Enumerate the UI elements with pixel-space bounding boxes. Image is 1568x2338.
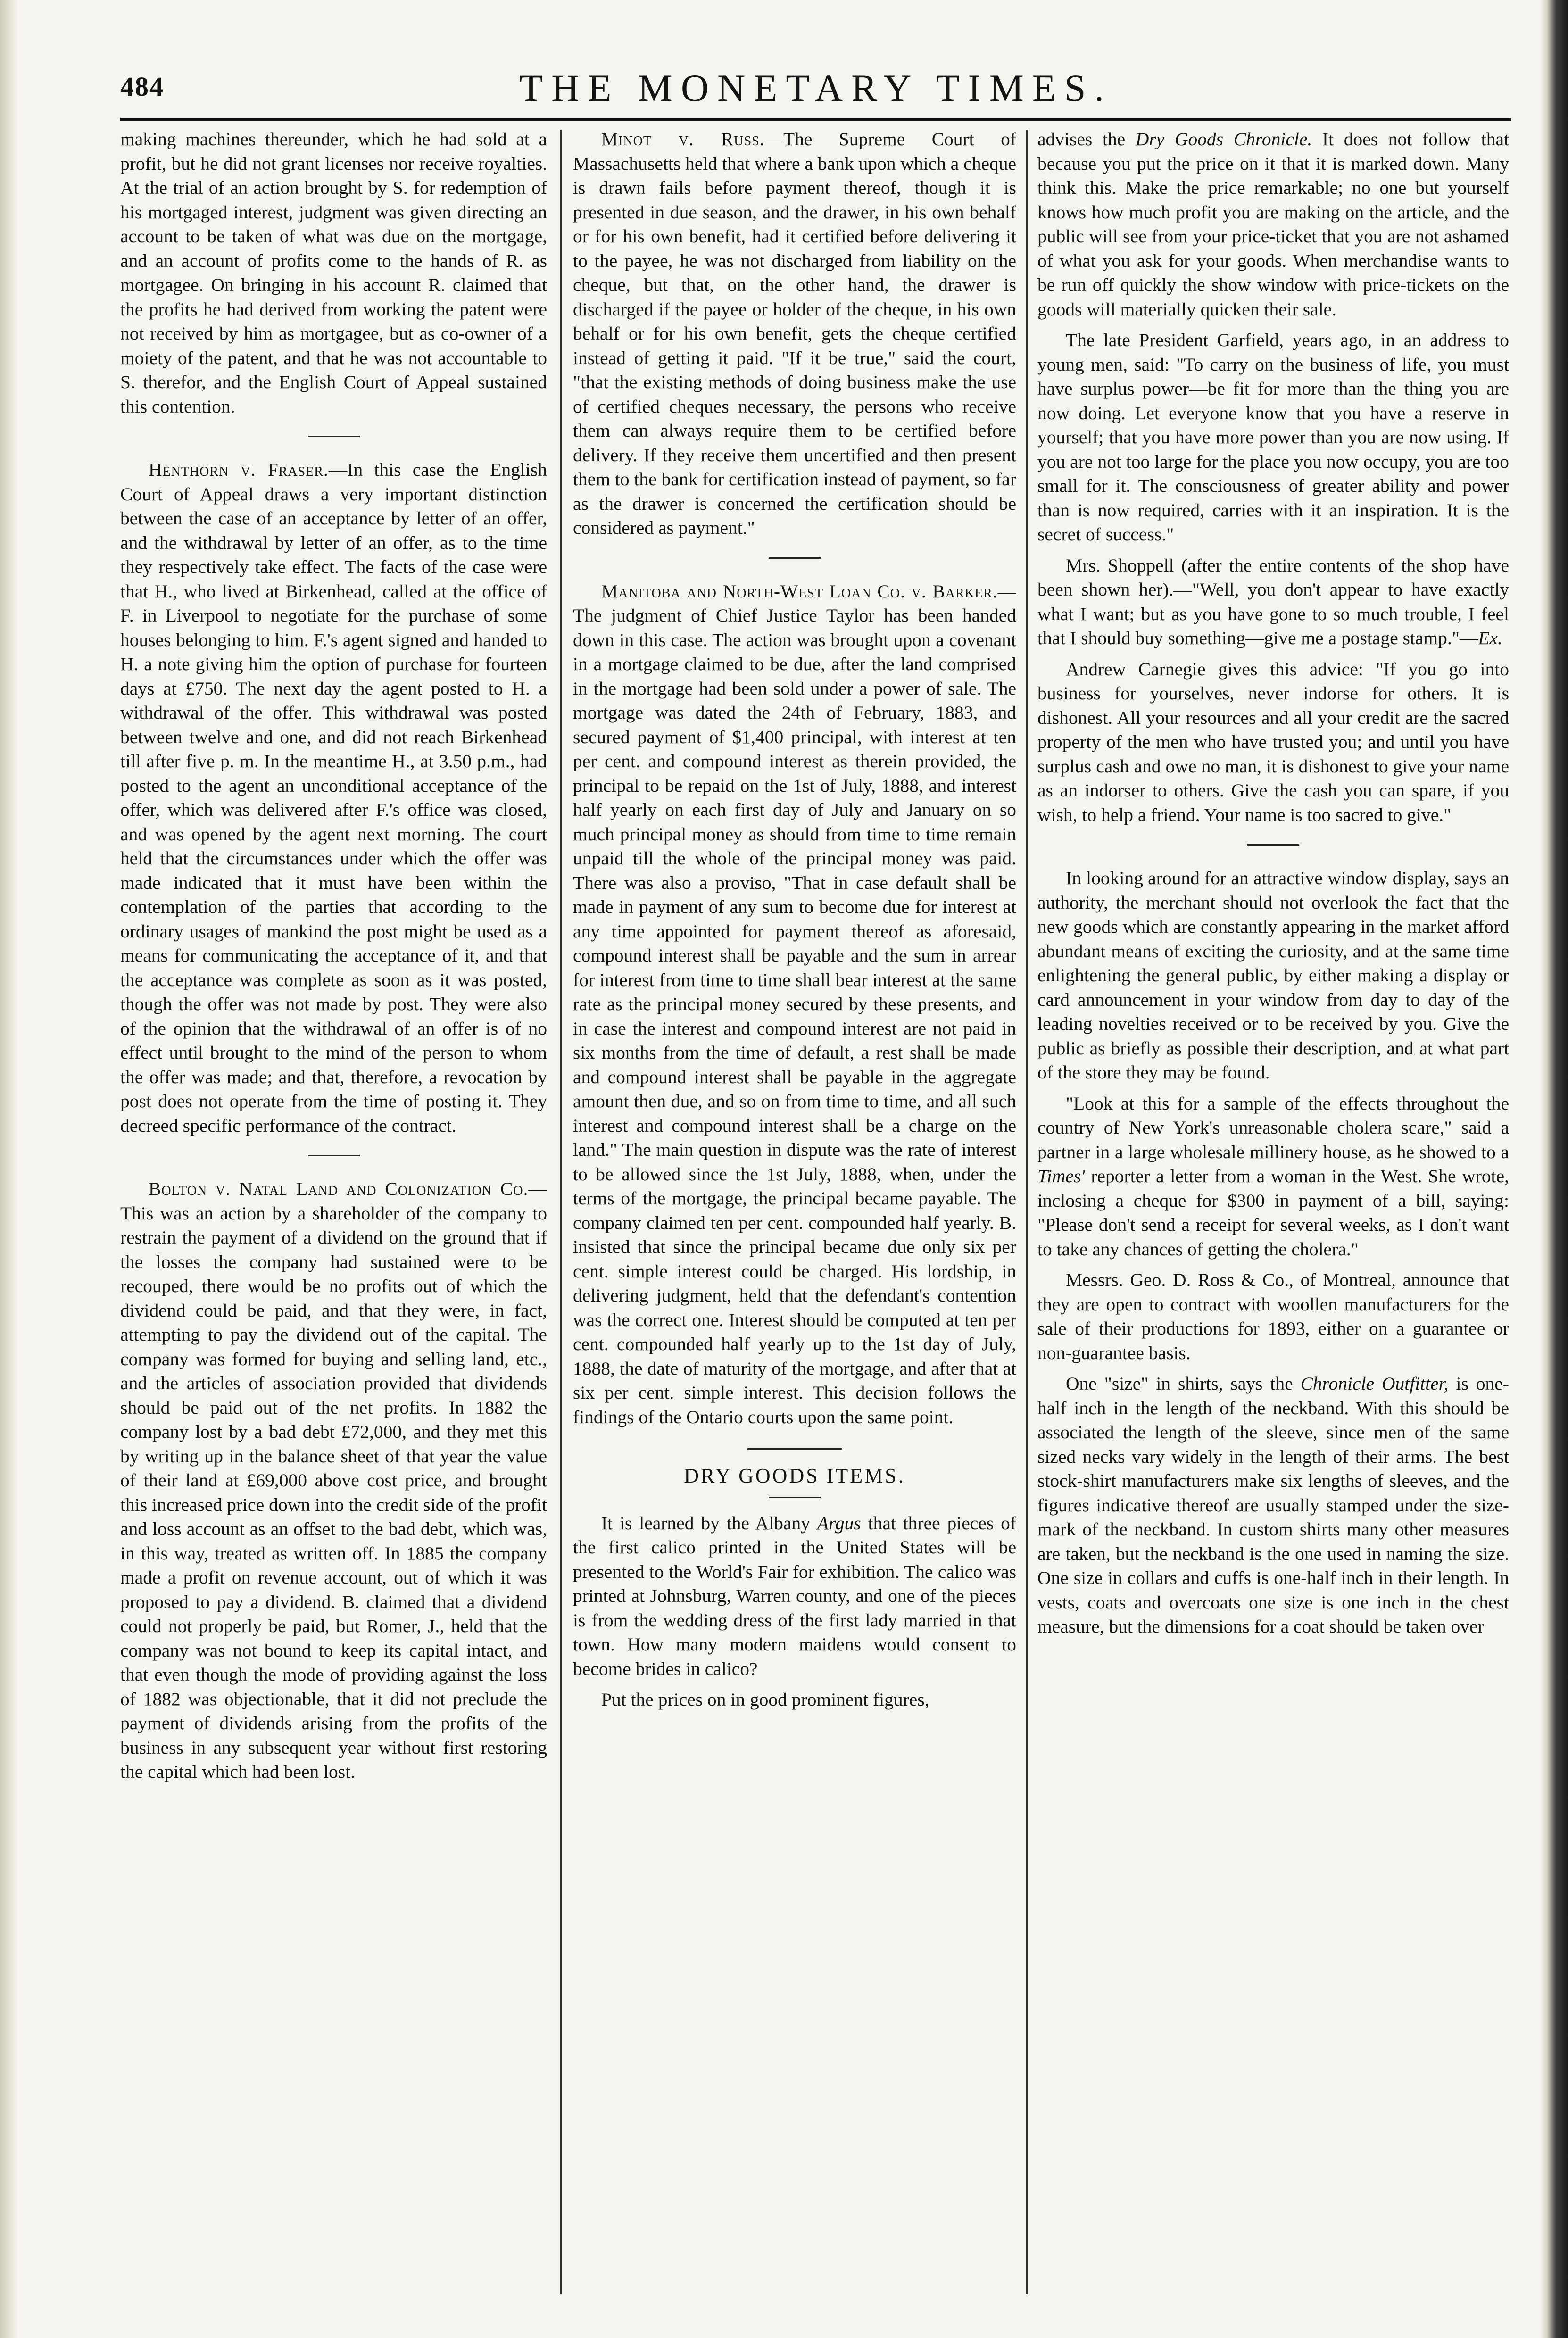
article-paragraph: Put the prices on in good prominent figures, — [601, 1689, 929, 1710]
article-paragraph — [573, 580, 1016, 1430]
case-title: Manitoba and North-West Loan Co. v. Barker. — [601, 580, 998, 602]
masthead-title: THE MONETARY TIMES. — [519, 66, 1112, 109]
case-text: —In this case the English Court of Appeal draws a very important distinction between the case of an acceptance by letter of an offer, and the withdrawal by letter of an offer, as to the time they respectively take effect. The facts of the case were that H., who lived at Birkenhead, called at the office of F. in Liverpool to negotiate for the purchase of some houses belonging to him. F.'s agent signed and handed to H. a note giving him the option of purchase for fourteen days at £750. The next day the agent posted to H. a withdrawal of the offer. This withdrawal was posted between twelve and one, and did not reach Birkenhead till after five p. m. In the meantime H., at 3.50 p.m., had posted to the agent an unconditional acceptance of the offer, which was delivered after F.'s office was closed, and was opened by the agent next morning. The court held that the circumstances under which the offer was made indicated that it must have been within the contemplation of the parties that according to the ordinary usages of mankind the post might be used as a means for communicating the acceptance of it, and that the acceptance was complete as soon as it was posted, though the offer was not made by post. They were also of the opinion that the withdrawal of an offer is of no effect until brought to the mind of the person to whom the offer was made; and that, therefore, a revocation by post does not operate from the time of posting it. They decreed specific performance of the contract. — [120, 459, 547, 1136]
article-paragraph — [1037, 127, 1509, 322]
text-run: Mrs. Shoppell (after the entire contents of the shop have been shown her).—"Well, you don't appear to have exactly what I want; but as you have gone to so much trouble, I feel that I should buy something—give me a postage stamp."— — [1037, 555, 1509, 648]
article-paragraph — [120, 1177, 547, 1784]
section-rule-bottom — [769, 1497, 821, 1498]
article-separator — [308, 1155, 360, 1156]
section-rule-top — [747, 1448, 842, 1450]
text-run: "Look at this for a sample of the effects throughout the country of New York's unreasonable cholera scare," said a partner in a large wholesale millinery house, as he showed to a — [1037, 1093, 1509, 1162]
page-edge-left — [0, 0, 18, 2338]
article-paragraph — [1037, 1092, 1509, 1262]
article-paragraph — [573, 1511, 1016, 1682]
column-2 — [573, 127, 1016, 2297]
publication-name: Chronicle Outfitter, — [1300, 1373, 1449, 1394]
section-title: DRY GOODS ITEMS. — [684, 1464, 905, 1487]
article-paragraph — [120, 458, 547, 1138]
case-title: Bolton v. Natal Land and Colonization Co. — [149, 1178, 529, 1199]
source-credit: Ex. — [1478, 628, 1502, 648]
text-run: It is learned by the Albany — [601, 1512, 817, 1534]
case-title: Minot v. Russ. — [601, 129, 765, 149]
article-paragraph: making machines thereunder, which he had sold at a profit, but he did not grant licenses nor receive royalties. At the trial of an action brought by S. for redemption of his mortgaged interest, judgment was given directing an account to be taken of what was due on the mortgage, and an account of profits come to the hands of R. as mortgagee. On bringing in his account R. claimed that the profits he had derived from working the patent were not received by him as mortgagee, but as co-owner of a moiety of the patent, and that he was not accountable to S. therefor, and the English Court of Appeal sustained this contention. — [120, 129, 547, 417]
case-text: —The Supreme Court of Massachusetts held that where a bank upon which a cheque is drawn fails before payment thereof, though it is presented in due season, and the drawer, in his own behalf or for his own benefit, had it certified before delivering it to the payee, he was not discharged from liability on the cheque, but that, on the other hand, the drawer is discharged if the payee or holder of the cheque, in his own behalf or for his own benefit, gets the cheque certified instead of getting it paid. "If it be true," said the court, "that the existing methods of doing business make the use of certified cheques necessary, the persons who receive them can always require them to be certified before delivery. If they receive them uncertified and then present them to the bank for certification instead of payment, so far as the drawer is concerned the certification should be considered as payment." — [573, 129, 1016, 538]
column-rule — [1026, 130, 1028, 2294]
article-separator — [769, 557, 821, 559]
article-paragraph — [1037, 554, 1509, 651]
article-paragraph: The late President Garfield, years ago, in an address to young men, said: "To carry on the business of life, you must have surplus power—be fit for more than the thing you are now doing. Let everyone know that you have a reserve in yourself; that you have more power than you are now using. If you are not too large for the place you now occupy, you are too small for it. The consciousness of greater ability and power than is now required, carries with it an inspiration. It is the secret of success." — [1037, 330, 1509, 545]
article-separator — [308, 436, 360, 437]
case-text: —This was an action by a shareholder of the company to restrain the payment of a dividend on the ground that if the losses the company had sustained were to be recouped, there would be no profits out of which the dividend could be paid, and that they were, in fact, attempting to pay the dividend out of the capital. The company was formed for buying and selling land, etc., and the articles of association provided that dividends should be paid out of the net profits. In 1882 the company lost by a bad debt £72,000, and they met this by writing up in the balance sheet of that year the value of their land at £69,000 above cost price, and brought this increased price down into the credit side of the profit and loss account as an offset to the bad debt, which was, in this way, treated as written off. In 1885 the company made a profit on revenue account, out of which it was proposed to pay a dividend. B. claimed that a dividend could not properly be paid, but Romer, J., held that the company was not bound to keep its capital intact, and that even though the mode of providing against the loss of 1882 was objectionable, that it did not preclude the payment of dividends arising from the profits of the business in any subsequent year without first restoring the capital which had been lost. — [120, 1178, 547, 1782]
text-run: advises the — [1037, 129, 1136, 149]
column-1 — [120, 127, 547, 2297]
article-paragraph: Messrs. Geo. D. Ross & Co., of Montreal, announce that they are open to contract with woollen manufacturers for the sale of their productions for 1893, either on a guarantee or non-guarantee basis. — [1037, 1269, 1509, 1363]
page-number: 484 — [120, 71, 164, 102]
text-run: It does not follow that because you put the price on it that it is marked down. Many think this. Make the price remarkable; no one but yourself knows how much profit you are making on the article, and the public will see from your price-ticket that you are not ashamed of what you ask for your goods. When merchandise wants to be run off quickly the show window with price-tickets on the goods will materially quicken their sale. — [1037, 129, 1509, 320]
text-run: that three pieces of the first calico printed in the United States will be presented to the World's Fair for exhibition. The calico was printed at Johnsburg, Warren county, and one of the pieces is from the wedding dress of the first lady married in that town. How many modern maidens would consent to become brides in calico? — [573, 1512, 1016, 1679]
page-header — [120, 66, 1511, 116]
publication-name: Argus — [817, 1512, 861, 1534]
article-paragraph: Andrew Carnegie gives this advice: "If you go into business for yourselves, never indorse for others. It is dishonest. All your resources and all your credit are the sacred property of the men who have trusted you; and until you have surplus cash and owe no man, it is dishonest to give your name as an indorser to others. Give the cash you can spare, if you wish, to help a friend. Your name is too sacred to give." — [1037, 658, 1509, 825]
article-separator — [1247, 844, 1299, 846]
text-run: One "size" in shirts, says the — [1066, 1373, 1301, 1394]
column-rule — [560, 130, 562, 2294]
publication-name: Dry Goods Chronicle. — [1135, 129, 1312, 149]
header-rule — [120, 118, 1511, 121]
text-run: reporter a letter from a woman in the West. She wrote, inclosing a cheque for $300 in payment of a bill, saying: "Please don't send a receipt for several weeks, as I don't want to take any chances of getting the cholera." — [1037, 1166, 1509, 1260]
case-text: —The judgment of Chief Justice Taylor has been handed down in this case. The action was brought upon a covenant in a mortgage claimed to be due, after the land comprised in the mortgage had been sold under a power of sale. The mortgage was dated the 24th of February, 1883, and secured payment of $1,400 principal, with interest at ten per cent. and compound interest as therein provided, the principal to be repaid on the 1st of July, 1888, and interest half yearly on each first day of July and January on so much principal money as should from time to time remain unpaid till the whole of the principal money was paid. There was also a proviso, "That in case default shall be made in payment of any sum to become due for interest at any time appointed for payment thereof as aforesaid, compound interest shall be payable and the sum in arrear for interest from time to time shall bear interest at the same rate as the principal money secured by these presents, and in case the interest and compound interest are not paid in six months from the time of default, a rest shall be made and compound interest shall be payable in the aggregate amount then due, and so on from time to time, and all such interest and compound interest shall be a charge on the land." The main question in dispute was the rate of interest to be allowed since the 1st July, 1888, when, under the terms of the mortgage, the principal became payable. The company claimed ten per cent. compounded half yearly. B. insisted that since the principal became due only six per cent. simple interest could be charged. His lordship, in delivering judgment, held that the defendant's contention was the correct one. Interest should be computed at ten per cent. compounded half yearly up to the 1st day of July, 1888, the date of maturity of the mortgage, and after that at six per cent. simple interest. This decision follows the findings of the Ontario courts upon the same point. — [573, 580, 1016, 1427]
article-paragraph: In looking around for an attractive window display, says an authority, the merchant should not overlook the fact that the new goods which are constantly appearing in the market afford abundant means of exciting the curiosity, and at the same time enlightening the general public, by either making a display or card announcement in your window from day to day of the leading novelties received or to be received by you. Give the public as briefly as possible their description, and at what part of the store they may be found. — [1037, 868, 1509, 1083]
case-title: Henthorn v. Fraser. — [149, 459, 329, 480]
text-run: is one-half inch in the length of the neckband. With this should be associated the length of the sleeve, since men of the same sized necks vary widely in the length of their arms. The best stock-shirt manufacturers make six lengths of sleeves, and the figures indicative thereof are usually stamped under the size-mark of the neckband. In custom shirts many other measures are taken, but the neckband is the one used in naming the size. One size in collars and cuffs is one-half inch in their length. In vests, coats and overcoats one size is one inch in the chest measure, but the dimensions for a coat should be taken over — [1037, 1373, 1509, 1637]
article-paragraph — [1037, 1372, 1509, 1639]
page-edge-right — [1540, 0, 1568, 2338]
column-3 — [1037, 127, 1509, 2297]
publication-name: Times' — [1037, 1166, 1085, 1186]
article-paragraph — [573, 127, 1016, 540]
